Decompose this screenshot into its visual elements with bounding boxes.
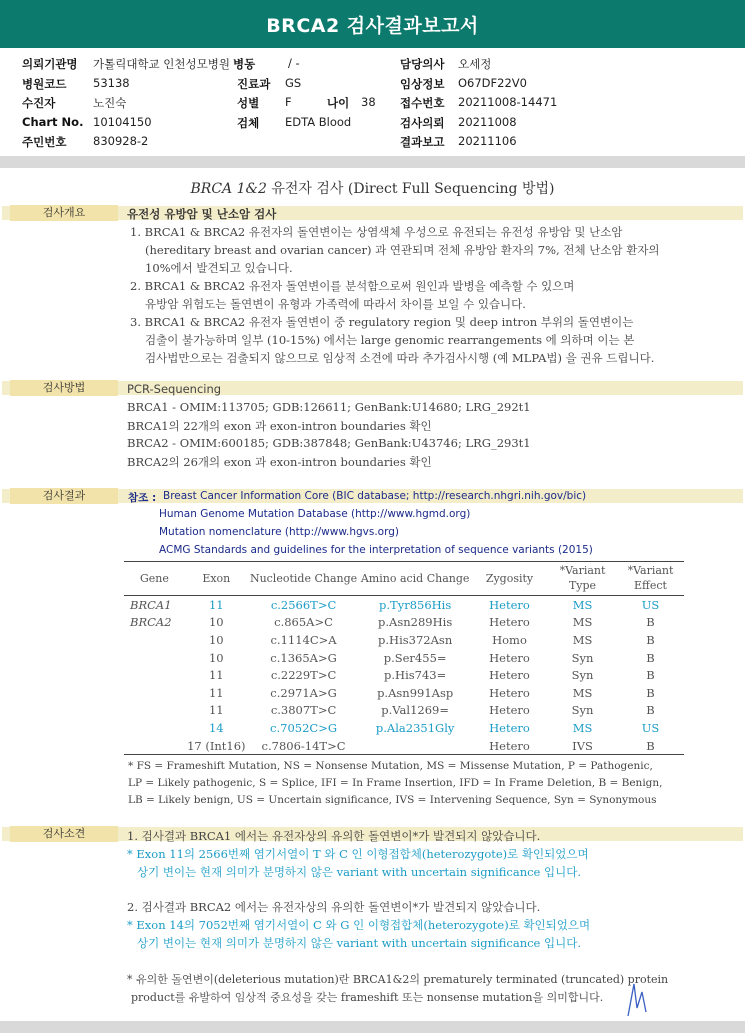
- table-cell: MS: [572, 597, 593, 612]
- specimen-value: EDTA Blood: [285, 115, 352, 129]
- bottom-strip: [0, 1021, 745, 1033]
- legend-line: LP = Likely pathogenic, S = Splice, IFI = In Frame Insertion, IFD = In Frame Deletion, B = Benign,: [128, 777, 663, 789]
- ward-label: 병동: [233, 57, 256, 71]
- table-cell: c.7806-14T>C: [248, 737, 360, 755]
- overview-line: 10%에서 발견되고 있습니다.: [145, 261, 293, 275]
- sex-label: 성별: [237, 96, 260, 110]
- receipt-label: 접수번호: [400, 96, 445, 110]
- table-cell: [124, 737, 185, 755]
- table-row: [124, 649, 684, 667]
- table-cell: US: [641, 720, 660, 735]
- table-cell: 11: [208, 597, 224, 612]
- table-cell: p.His372Asn: [378, 632, 453, 647]
- table-row: [124, 596, 684, 614]
- table-cell: B: [646, 615, 655, 630]
- method-tag: 검사방법: [10, 380, 118, 396]
- table-cell: c.1365A>G: [270, 650, 337, 665]
- age-label: 나이: [327, 96, 350, 110]
- divider-strip: [0, 156, 745, 168]
- method-line: BRCA1 - OMIM:113705; GDB:126611; GenBank:U14680; LRG_292t1: [127, 400, 531, 414]
- clinical-value: O67DF22V0: [458, 76, 527, 90]
- request-value: 20211008: [458, 115, 517, 129]
- overview-tag: 검사개요: [10, 205, 118, 221]
- overview-line: 검출이 불가능하며 일부 (10-15%) 에서는 large genomic rearrangements 에 의하며 이는 본: [145, 333, 635, 347]
- table-cell: 14: [208, 720, 224, 735]
- overview-line: 2. BRCA1 & BRCA2 유전자 돌연변이를 분석함으로써 원인과 발병을 예측할 수 있으며: [130, 279, 575, 293]
- overview-line: (hereditary breast and ovarian cancer) 과 연관되며 전체 유방암 환자의 7%, 전체 난소암 환자의: [145, 243, 660, 257]
- table-cell: Syn: [571, 703, 594, 718]
- report-header: [0, 0, 745, 48]
- doctor-value: 오세정: [458, 57, 492, 71]
- ssn-label: 주민번호: [22, 135, 67, 149]
- sex-value: F: [285, 95, 292, 109]
- table-cell: c.1114C>A: [270, 632, 337, 647]
- table-cell: B: [646, 685, 655, 700]
- table-cell: 10: [208, 650, 224, 665]
- table-cell: [124, 649, 185, 667]
- findings-line: 상기 변이는 현재 의미가 분명하지 않은 variant with uncertain significance 입니다.: [137, 936, 582, 950]
- table-cell: B: [646, 703, 655, 718]
- table-cell: MS: [572, 615, 593, 630]
- table-cell: 11: [208, 703, 224, 718]
- findings-tag: 검사소견: [10, 826, 118, 842]
- table-row: [124, 737, 684, 755]
- table-cell: IVS: [548, 737, 617, 755]
- overview-line: 검사법만으로는 검출되지 않으므로 임상적 소견에 따라 추가검사시행 (예 MLPA법) 을 권유 드립니다.: [145, 351, 655, 365]
- table-cell: B: [617, 737, 684, 755]
- table-cell: B: [646, 632, 655, 647]
- doctor-label: 담당의사: [400, 57, 445, 71]
- reference-line: Breast Cancer Information Core (BIC database; http://research.nhgri.nih.gov/bic): [163, 490, 587, 502]
- table-row: [124, 684, 684, 702]
- report-title: BRCA2 검사결과보고서: [266, 14, 479, 37]
- table-row: [124, 702, 684, 720]
- findings-footnote: product를 유발하여 임상적 중요성을 갖는 frameshift 또는 nonsense mutation을 의미합니다.: [131, 991, 604, 1004]
- findings-line: * Exon 11의 2566번째 염기서열이 T 와 C 인 이형접합체(heterozygote)로 확인되었으며: [127, 847, 589, 861]
- patient-label: 수진자: [22, 96, 56, 110]
- legend-line: * FS = Frameshift Mutation, NS = Nonsense Mutation, MS = Missense Mutation, P = Pathogenic,: [128, 760, 653, 772]
- findings-line: 1. 검사결과 BRCA1 에서는 유전자상의 유의한 돌연변이*가 발견되지 않았습니다.: [127, 829, 541, 843]
- col-nucleotide: Nucleotide Change: [248, 561, 360, 596]
- results-tag: 검사결과: [10, 488, 118, 504]
- table-cell: p.Asn289His: [378, 615, 453, 630]
- legend-line: LB = Likely benign, US = Uncertain significance, IVS = Intervening Sequence, Syn = Synonymous: [128, 794, 657, 806]
- table-cell: 10: [208, 615, 224, 630]
- table-cell: c.2971A>G: [270, 685, 337, 700]
- overview-heading: 유전성 유방암 및 난소암 검사: [127, 207, 277, 221]
- table-cell: p.Val1269=: [381, 703, 449, 718]
- chart-value: 10104150: [93, 115, 152, 129]
- col-gene: Gene: [124, 561, 185, 596]
- table-cell: Hetero: [489, 597, 530, 612]
- chart-label: Chart No.: [22, 115, 84, 129]
- table-cell: Syn: [571, 650, 594, 665]
- col-variant-type: *Variant Type: [548, 561, 617, 596]
- table-cell: p.His743=: [384, 668, 447, 683]
- overview-line: 3. BRCA1 & BRCA2 유전자 돌연변이 중 regulatory region 및 deep intron 부위의 돌연변이는: [130, 315, 634, 329]
- request-label: 검사의뢰: [400, 116, 445, 130]
- table-cell: 17 (Int16): [185, 737, 248, 755]
- findings-line: * Exon 14의 7052번째 염기서열이 C 와 G 인 이형접합체(heterozygote)로 확인되었으며: [127, 918, 591, 932]
- variant-table: [124, 561, 684, 755]
- table-cell: BRCA2: [130, 615, 172, 630]
- reference-line: ACMG Standards and guidelines for the interpretation of sequence variants (2015): [159, 544, 593, 556]
- table-cell: [359, 737, 471, 755]
- table-cell: p.Ser455=: [383, 650, 447, 665]
- col-zygosity: Zygosity: [471, 561, 548, 596]
- table-cell: MS: [572, 685, 593, 700]
- table-cell: 11: [208, 685, 224, 700]
- table-cell: c.3807T>C: [270, 703, 337, 718]
- table-cell: Hetero: [489, 685, 530, 700]
- reference-line: Mutation nomenclature (http://www.hgvs.org): [159, 526, 399, 538]
- findings-footnote: * 유의한 돌연변이(deleterious mutation)란 BRCA1&2의 prematurely terminated (truncated) protein: [127, 973, 669, 986]
- table-cell: c.2229T>C: [270, 668, 337, 683]
- table-cell: MS: [572, 720, 593, 735]
- patient-value: 노진숙: [93, 96, 127, 110]
- hospital-code-label: 병원코드: [22, 77, 67, 91]
- signature-icon: [622, 978, 652, 1018]
- table-cell: Hetero: [489, 615, 530, 630]
- ward-value: / -: [288, 56, 300, 70]
- table-cell: MS: [572, 632, 593, 647]
- institution-value: 가톨릭대학교 인천성모병원: [93, 57, 230, 71]
- section-title-italic: BRCA 1&2: [190, 181, 267, 197]
- table-cell: Hetero: [489, 703, 530, 718]
- table-cell: c.865A>C: [274, 615, 333, 630]
- dept-label: 진료과: [237, 77, 271, 91]
- table-cell: p.Ala2351Gly: [375, 720, 455, 735]
- table-cell: 11: [208, 668, 224, 683]
- table-row: [124, 666, 684, 684]
- table-row: [124, 631, 684, 649]
- method-line: PCR-Sequencing: [127, 382, 222, 396]
- col-exon: Exon: [185, 561, 248, 596]
- receipt-value: 20211008-14471: [458, 95, 558, 109]
- table-row: [124, 719, 684, 737]
- table-header-row: [124, 561, 684, 596]
- table-cell: [124, 666, 185, 684]
- age-value: 38: [361, 95, 376, 109]
- findings-line: 2. 검사결과 BRCA2 에서는 유전자상의 유의한 돌연변이*가 발견되지 않았습니다.: [127, 900, 541, 914]
- overview-line: 1. BRCA1 & BRCA2 유전자의 돌연변이는 상염색체 우성으로 유전되는 유전성 유방암 및 난소암: [130, 225, 623, 239]
- report-date-value: 20211106: [458, 134, 517, 148]
- table-cell: p.Tyr856His: [379, 597, 452, 612]
- findings-line: 상기 변이는 현재 의미가 분명하지 않은 variant with uncertain significance 입니다.: [137, 865, 582, 879]
- reference-line: Human Genome Mutation Database (http://www.hgmd.org): [159, 508, 471, 520]
- section-title-rest: 유전자 검사 (Direct Full Sequencing 방법): [266, 181, 555, 197]
- hospital-code-value: 53138: [93, 76, 130, 90]
- table-cell: Hetero: [489, 668, 530, 683]
- method-line: BRCA2의 26개의 exon 과 exon-intron boundaries 확인: [127, 455, 432, 469]
- table-cell: Hetero: [489, 720, 530, 735]
- method-line: BRCA1의 22개의 exon 과 exon-intron boundaries 확인: [127, 419, 432, 433]
- method-line: BRCA2 - OMIM:600185; GDB:387848; GenBank:U43746; LRG_293t1: [127, 436, 531, 450]
- table-cell: [124, 684, 185, 702]
- table-cell: p.Asn991Asp: [377, 685, 454, 700]
- table-cell: B: [646, 668, 655, 683]
- table-cell: c.2566T>C: [270, 597, 337, 612]
- table-cell: BRCA1: [130, 597, 172, 612]
- table-cell: 10: [208, 632, 224, 647]
- table-cell: Syn: [571, 668, 594, 683]
- table-row: [124, 614, 684, 632]
- col-variant-effect: *Variant Effect: [617, 561, 684, 596]
- table-cell: Hetero: [489, 650, 530, 665]
- table-cell: [124, 719, 185, 737]
- table-cell: Hetero: [471, 737, 548, 755]
- col-amino-acid: Amino acid Change: [359, 561, 471, 596]
- report-date-label: 결과보고: [400, 135, 445, 149]
- reference-label: 참조 :: [128, 492, 157, 504]
- overview-line: 유방암 위험도는 돌연변이 유형과 가족력에 따라서 차이를 보일 수 있습니다.: [145, 297, 526, 311]
- table-cell: B: [646, 650, 655, 665]
- table-cell: c.7052C>G: [270, 720, 338, 735]
- ssn-value: 830928-2: [93, 134, 149, 148]
- table-cell: [124, 631, 185, 649]
- dept-value: GS: [285, 76, 302, 90]
- table-cell: Homo: [492, 632, 527, 647]
- institution-label: 의뢰기관명: [22, 57, 78, 71]
- table-cell: [124, 702, 185, 720]
- table-cell: US: [641, 597, 660, 612]
- clinical-label: 임상정보: [400, 77, 445, 91]
- specimen-label: 검체: [237, 116, 260, 130]
- section-title: [2, 178, 743, 198]
